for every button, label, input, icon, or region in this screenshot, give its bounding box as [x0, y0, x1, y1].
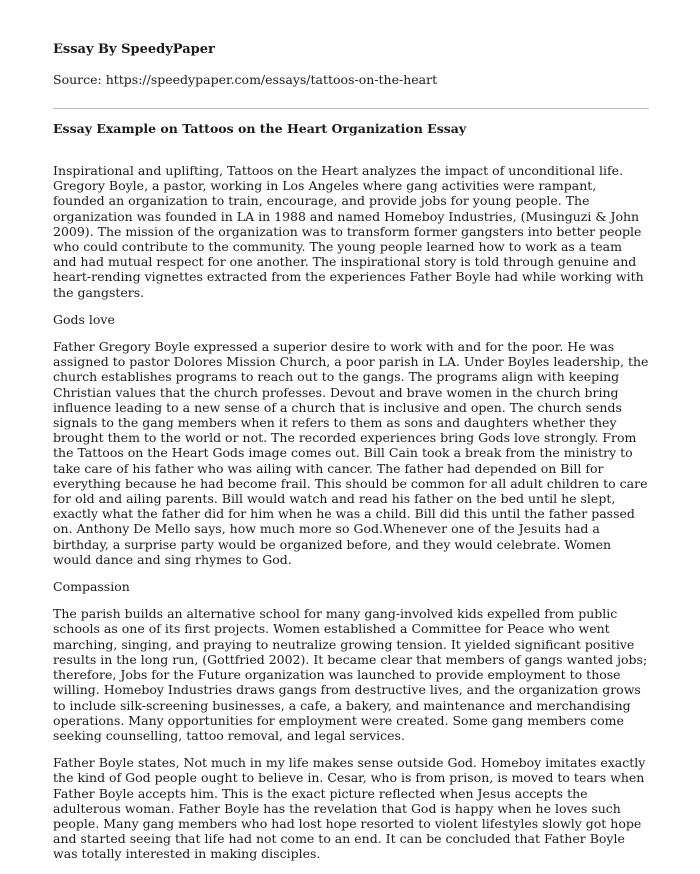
compassion-paragraph-2: Father Boyle states, Not much in my life makes sense outside God. Homeboy imitates exactly the kind of God people ought to believe in. Cesar, who is from prison, is moved to tears when Father Boyle accepts him. This is the exact picture reflected when Jesus accepts the adulterous woman. Father Boyle has the revelation that God is happy when he loves such people. Many gang members who had lost hope resorted to violent lifestyles slowly got hope and started seeing that life had not come to an end. It can be concluded that Father Boyle was totally interested in making disciples. — [53, 755, 646, 862]
compassion-paragraph-1: The parish builds an alternative school for many gang-involved kids expelled from public schools as one of its first projects. Women established a Committee for Peace who went marching, singing, and praying to neutralize growing tension. It yielded significant positive results in the long run, (Gottfried 2002). It became clear that members of gangs wanted jobs; therefore, Jobs for the Future organization was launched to provide employment to those willing. Homeboy Industries draws gangs from destructive lives, and the organization grows to include silk-screening businesses, a cafe, a bakery, and maintenance and merchandising operations. Many opportunities for employment were created. Some gang members come seeking counselling, tattoo removal, and legal services. — [53, 606, 648, 743]
essay-body — [53, 163, 649, 874]
source-line: Source: https://speedypaper.com/essays/tattoos-on-the-heart — [53, 72, 438, 87]
header-title: Essay By SpeedyPaper — [53, 42, 215, 57]
section-heading-gods-love: Gods love — [53, 311, 115, 327]
divider — [53, 108, 649, 109]
section-heading-compassion: Compassion — [53, 579, 130, 595]
gods-love-paragraph: Father Gregory Boyle expressed a superior desire to work with and for the poor. He was assigned to pastor Dolores Mission Church, a poor parish in LA. Under Boyles leadership, the church establishes programs to reach out to the gangs. The programs align with keeping Christian values that the church professes. Devout and brave women in the church bring influence leading to a new sense of a church that is inclusive and open. The church sends signals to the gang members when it refers to them as sons and daughters whether they brought them to the world or not. The recorded experiences bring Gods love strongly. From the Tattoos on the Heart Gods image comes out. Bill Cain took a break from the ministry to take care of his father who was ailing with cancer. The father had depended on Bill for everything because he had become frail. This should be common for all adult children to care for old and ailing parents. Bill would watch and read his father on the bed until he slept, exactly what the father did for him when he was a child. Bill did this until the father passed on. Anthony De Mello says, how much more so God.Whenever one of the Jesuits had a birthday, a surprise party would be organized before, and they would celebrate. Women would dance and sing rhymes to God. — [53, 339, 649, 567]
intro-paragraph: Inspirational and uplifting, Tattoos on the Heart analyzes the impact of unconditional life. Gregory Boyle, a pastor, working in Los Angeles where gang activities were rampant, founded an organization to train, encourage, and provide jobs for young people. The organization was founded in LA in 1988 and named Homeboy Industries, (Musinguzi & John 2009). The mission of the organization was to transform former gangsters into better people who could contribute to the community. The young people learned how to work as a team and had mutual respect for one another. The inspirational story is told through genuine and heart-rending vignettes extracted from the experiences Father Boyle had while working with the gangsters. — [53, 163, 644, 300]
essay-title: Essay Example on Tattoos on the Heart Organization Essay — [53, 121, 467, 136]
